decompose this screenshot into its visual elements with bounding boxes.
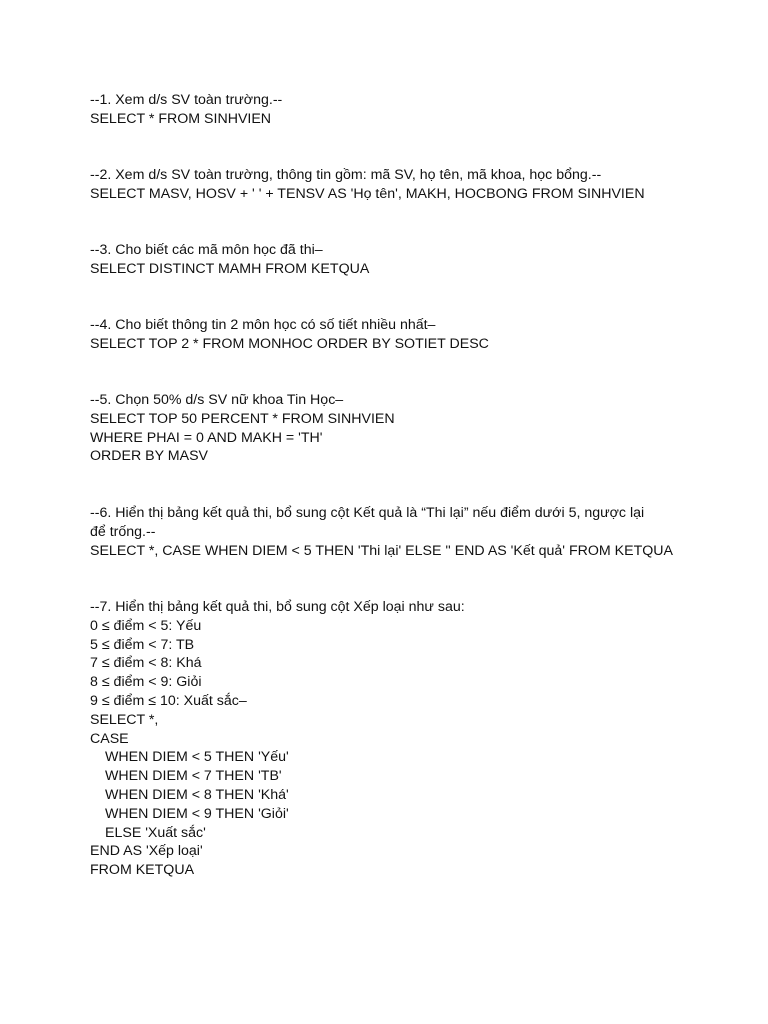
section-3 — [90, 241, 690, 279]
section-3-code-line: SELECT DISTINCT MAMH FROM KETQUA — [90, 260, 370, 277]
section-7-code-line: SELECT *, — [90, 711, 159, 728]
section-7-code-line: ELSE 'Xuất sắc' — [105, 824, 206, 841]
section-6 — [90, 504, 690, 560]
section-7-heading-line: --7. Hiển thị bảng kết quả thi, bổ sung cột Xếp loại như sau: — [90, 599, 465, 615]
grading-rule-line: 7 ≤ điểm < 8: Khá — [90, 655, 202, 672]
section-7-code-line: CASE — [90, 730, 129, 747]
section-6-code-line: SELECT *, CASE WHEN DIEM < 5 THEN 'Thi lại' ELSE '' END AS 'Kết quả' FROM KETQUA — [90, 542, 673, 559]
section-7 — [90, 598, 690, 880]
grading-rule-line: 5 ≤ điểm < 7: TB — [90, 636, 195, 653]
section-7-code-line: FROM KETQUA — [90, 862, 195, 879]
section-5-code-line: ORDER BY MASV — [90, 448, 208, 465]
grading-rule-line: 8 ≤ điểm < 9: Giỏi — [90, 674, 202, 691]
section-2-code-line: SELECT MASV, HOSV + ' ' + TENSV AS 'Họ tên', MAKH, HOCBONG FROM SINHVIEN — [90, 185, 645, 202]
section-7-code-line: WHEN DIEM < 5 THEN 'Yếu' — [105, 749, 289, 766]
section-5-code-line: WHERE PHAI = 0 AND MAKH = 'TH' — [90, 429, 323, 446]
section-4-heading: --4. Cho biết thông tin 2 môn học có số tiết nhiều nhất– — [90, 317, 436, 333]
section-5-code-line: SELECT TOP 50 PERCENT * FROM SINHVIEN — [90, 410, 395, 427]
section-7-code-line: WHEN DIEM < 9 THEN 'Giỏi' — [105, 805, 289, 822]
section-7-code-line: WHEN DIEM < 8 THEN 'Khá' — [105, 786, 289, 803]
section-6-heading-line: để trống.-- — [90, 523, 156, 540]
section-2-heading: --2. Xem d/s SV toàn trường, thông tin gồm: mã SV, họ tên, mã khoa, học bổng.-- — [90, 167, 602, 183]
section-1 — [90, 91, 690, 129]
grading-rule-line: 9 ≤ điểm ≤ 10: Xuất sắc– — [90, 692, 247, 709]
section-3-heading: --3. Cho biết các mã môn học đã thi– — [90, 242, 323, 258]
section-4-code-line: SELECT TOP 2 * FROM MONHOC ORDER BY SOTIET DESC — [90, 335, 489, 352]
section-6-heading-line: --6. Hiển thị bảng kết quả thi, bổ sung cột Kết quả là “Thi lại” nếu điểm dưới 5, ngược lại — [90, 505, 645, 521]
section-1-code-line: SELECT * FROM SINHVIEN — [90, 110, 272, 127]
grading-rule-line: 0 ≤ điểm < 5: Yếu — [90, 617, 202, 634]
section-4 — [90, 316, 690, 354]
section-7-code-line: END AS 'Xếp loại' — [90, 843, 203, 860]
section-5-heading: --5. Chọn 50% d/s SV nữ khoa Tin Học– — [90, 392, 344, 408]
section-5 — [90, 391, 690, 466]
section-2 — [90, 166, 690, 204]
section-1-heading: --1. Xem d/s SV toàn trường.-- — [90, 92, 283, 108]
section-7-code-line: WHEN DIEM < 7 THEN 'TB' — [105, 768, 282, 785]
